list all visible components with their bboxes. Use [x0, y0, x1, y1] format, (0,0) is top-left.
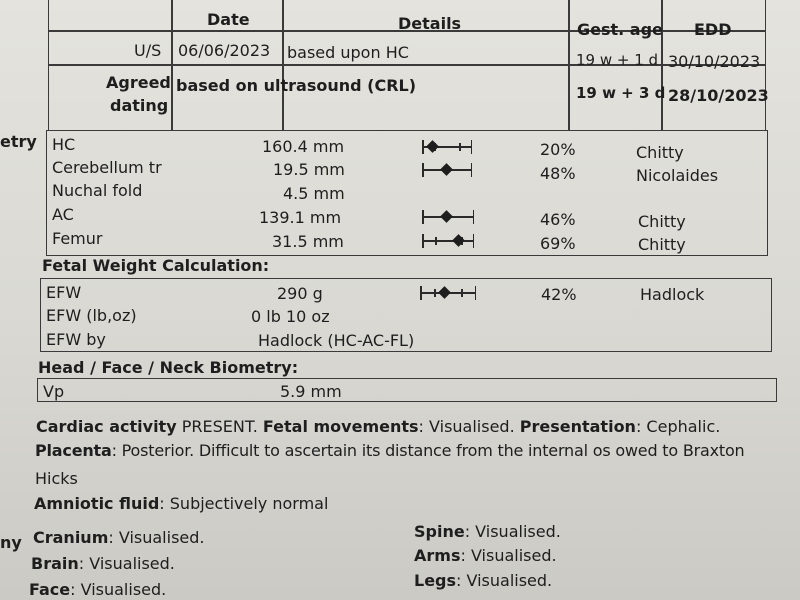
biometry-name: Cerebellum tr	[52, 158, 162, 177]
anatomy-label: Brain	[31, 554, 79, 573]
biometry-reference: Chitty	[638, 212, 686, 231]
fetal-movements-label: Fetal movements	[262, 417, 419, 436]
centile-range-efw	[420, 286, 476, 300]
centile-range-hc	[422, 140, 472, 154]
header-date: Date	[207, 10, 250, 29]
agreed-details: based on ultrasound (CRL)	[176, 76, 417, 95]
head-face-neck-heading: Head / Face / Neck Biometry:	[38, 358, 299, 377]
anatomy-value: : Visualised.	[460, 546, 557, 565]
fetal-movements-value: : Visualised.	[418, 417, 515, 436]
anatomy-label: Legs	[414, 571, 457, 590]
centile-range-cerebellum	[422, 163, 472, 177]
anatomy-label: Spine	[414, 522, 465, 541]
fetal-weight-heading: Fetal Weight Calculation:	[42, 256, 270, 275]
biometry-value: 160.4 mm	[262, 137, 345, 156]
vp-label: Vp	[43, 382, 65, 401]
us-gest-age: 19 w + 1 d	[576, 51, 659, 69]
biometry-name: AC	[52, 205, 74, 224]
biometry-percent: 20%	[540, 140, 576, 159]
agreed-gest-age: 19 w + 3 d	[576, 84, 666, 102]
anatomy-spine	[414, 522, 561, 541]
agreed-label-2: dating	[110, 96, 169, 115]
anatomy-legs	[414, 571, 552, 590]
biometry-percent: 48%	[540, 164, 576, 183]
efw-lboz-label: EFW (lb,oz)	[46, 306, 137, 325]
header-gest-age: Gest. age	[577, 20, 663, 39]
biometry-value: 31.5 mm	[272, 232, 344, 251]
efw-lboz-value: 0 lb 10 oz	[251, 307, 330, 326]
cardiac-value: PRESENT.	[176, 417, 258, 436]
efw-label: EFW	[46, 283, 82, 302]
placenta-value: : Posterior. Difficult to ascertain its distance from the internal os owed to Braxton	[111, 441, 745, 460]
anatomy-section-label: ny	[0, 533, 22, 552]
biometry-reference: Chitty	[636, 143, 684, 162]
vp-box	[37, 378, 777, 402]
us-label: U/S	[134, 41, 162, 60]
cardiac-line	[36, 417, 720, 436]
agreed-label-1: Agreed	[106, 73, 171, 92]
presentation-value: : Cephalic.	[635, 417, 721, 436]
centile-range-ac	[422, 210, 474, 224]
biometry-value: 4.5 mm	[283, 184, 345, 203]
biometry-reference: Chitty	[638, 235, 686, 254]
biometry-percent: 46%	[540, 210, 576, 229]
anatomy-label: Arms	[414, 546, 461, 565]
efw-reference: Hadlock	[640, 285, 705, 304]
agreed-edd: 28/10/2023	[668, 86, 769, 105]
biometry-value: 139.1 mm	[259, 208, 342, 227]
cardiac-label: Cardiac activity	[36, 417, 177, 436]
biometry-name: Femur	[52, 229, 103, 248]
anatomy-arms	[414, 546, 557, 565]
placenta-value-2: Hicks	[35, 469, 78, 488]
anatomy-label: Cranium	[33, 528, 109, 547]
us-edd: 30/10/2023	[668, 52, 761, 71]
anatomy-brain	[31, 554, 175, 573]
anatomy-value: : Visualised.	[70, 580, 167, 599]
biometry-percent: 69%	[540, 234, 576, 253]
efw-by-label: EFW by	[46, 330, 106, 349]
biometry-value: 19.5 mm	[273, 160, 345, 179]
efw-percent: 42%	[541, 285, 577, 304]
anatomy-value: : Visualised.	[456, 571, 553, 590]
us-details: based upon HC	[287, 43, 409, 62]
header-details: Details	[398, 14, 462, 33]
amniotic-line	[34, 494, 328, 513]
biometry-section-label: etry	[0, 132, 37, 151]
efw-by-value: Hadlock (HC-AC-FL)	[258, 331, 415, 350]
anatomy-value: : Visualised.	[78, 554, 175, 573]
anatomy-value: : Visualised.	[464, 522, 561, 541]
placenta-label: Placenta	[35, 441, 112, 460]
centile-range-femur	[422, 234, 474, 248]
us-date: 06/06/2023	[178, 41, 271, 60]
anatomy-face	[29, 580, 166, 599]
efw-value: 290 g	[277, 284, 323, 303]
header-edd: EDD	[694, 20, 732, 39]
placenta-line	[35, 441, 744, 460]
biometry-name: Nuchal fold	[52, 181, 143, 200]
vp-value: 5.9 mm	[280, 382, 342, 401]
anatomy-label: Face	[29, 580, 71, 599]
anatomy-value: : Visualised.	[108, 528, 205, 547]
biometry-name: HC	[52, 135, 76, 154]
presentation-label: Presentation	[519, 417, 636, 436]
amniotic-label: Amniotic fluid	[34, 494, 160, 513]
biometry-reference: Nicolaides	[636, 166, 719, 185]
anatomy-cranium	[33, 528, 204, 547]
amniotic-value: : Subjectively normal	[159, 494, 329, 513]
